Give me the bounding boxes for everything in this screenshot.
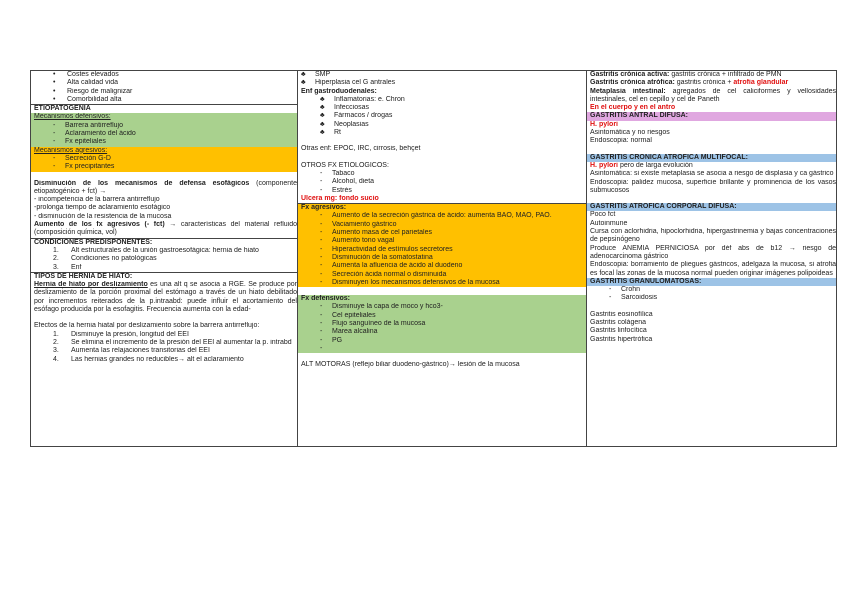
list-item: Gastritis linfocítica xyxy=(590,327,647,335)
list-item: • Alta calidad vida xyxy=(53,79,118,87)
disminucion-paragraph: Disminución de los mecanismos de defensa esofágicos (componente etiopatogénico + fct) → xyxy=(34,179,297,195)
enf-title: Enf gastroduodenales: xyxy=(301,87,377,95)
anemia-line: Produce ANEMIA PERNICIOSA por déf abs de b12 → riesgo de adenocarcinoma gástrico xyxy=(590,244,836,260)
list-item: - Cel epiteliales xyxy=(320,311,376,319)
aumento-paragraph: Aumento de los fx agresivos (- fct) → características del material refluido (composición química, vol) xyxy=(31,221,297,239)
section-heading: ETIOPATOGENIA xyxy=(34,105,91,113)
hpylori-label: H. pylori xyxy=(590,120,619,128)
ulcera-note: Úlcera mg: fondo sucio xyxy=(298,195,586,204)
arrow-right-icon: → xyxy=(169,221,177,229)
list-item: - Flujo sanguíneo de la mucosa xyxy=(320,320,426,328)
club-icon: ♣ xyxy=(301,79,306,87)
list-item: - Estrés xyxy=(320,186,352,194)
list-item: - Aumento de la secreción gástrica de ácido: aumenta BAO, MAO, PAO. xyxy=(320,212,552,220)
fx-agresivos-title: Fx agresivos: xyxy=(301,204,347,212)
list-item: ♣ Inflamatorias: e. Chron xyxy=(320,95,405,103)
arrow-right-icon: → xyxy=(448,361,456,369)
list-item: ♣ Neoplasias xyxy=(320,120,369,128)
list-item: Poco fct xyxy=(590,211,616,219)
list-item: 2. Condiciones no patológicas xyxy=(53,255,157,263)
multifocal-line: H. pylori pero de larga evolución xyxy=(590,161,693,169)
alt-motoras: ALT MOTORAS (reflejo biliar duodeno-gástrico)→ lesión de la mucosa xyxy=(301,361,520,369)
agresivos-block xyxy=(31,147,297,172)
section-heading: CONDICIONES PREDISPONENTES: xyxy=(34,238,153,246)
fx-agresivos-block xyxy=(298,204,586,287)
activa-line: Gastritis crónica activa: gastritis crónica + infiltrado de PMN xyxy=(590,71,782,78)
efectos-title: Efectos de la hernia hiatal por deslizamiento sobre la barrera antirreflujo: xyxy=(34,322,260,330)
list-item: - Fx epiteliales xyxy=(53,138,106,146)
list-item: - Secreción ácida normal o disminuida xyxy=(320,270,447,278)
club-icon: ♣ xyxy=(301,71,306,78)
list-item: • Comorbilidad alta xyxy=(31,96,297,105)
corporal-title: GASTRITIS ATRÓFICA CORPORAL DIFUSA: xyxy=(587,203,836,211)
list-item: - Aumento tono vagal xyxy=(320,237,395,245)
list-item: ♣ SMP xyxy=(301,71,331,78)
list-item: Endoscopia: palidez mucosa, superficie brillante y prominencia de los vasos submucosos xyxy=(590,178,836,194)
list-item: - Marea alcalina xyxy=(320,328,378,336)
list-item: ♣ Rt xyxy=(320,129,341,137)
club-icon: ♣ xyxy=(320,120,325,128)
fx-defensivos-block xyxy=(298,295,586,353)
granulomatosas-title: GASTRITIS GRANULOMATOSAS: xyxy=(587,278,836,286)
list-item: Cursa con aclorhidria, hipoclorhidria, hipergastrinemia y bajas concentraciones de pepsinógeno xyxy=(590,228,836,244)
list-item: - Disminuye la capa de moco y hco3- xyxy=(320,303,443,311)
list-item: Endoscopia: borramiento de pliegues gástricos, adelgaza la mucosa, si atrofia es focal las zonas de la mucosa normal pueden originar imágenes polipoideas xyxy=(590,261,836,277)
list-item: • Riesgo de malignizar xyxy=(53,87,133,95)
list-item: 1. Disminuye la presión, longitud del EEI xyxy=(53,330,189,338)
agresivos-title: Mecanismos agresivos: xyxy=(34,146,108,154)
club-icon: ♣ xyxy=(320,112,325,120)
list-item: ♣ Infecciosas xyxy=(320,104,370,112)
list-item: 2. Se elimina el incremento de la presión del EEI al aumentar la p. intrabd xyxy=(53,338,292,346)
hernia-paragraph: Hernia de hiato por deslizamiento es una alt q se asocia a RGE. Se produce por deslizamiento de la porción proximal del estómago a través de un hiato debilitado por incrementos reiterados de la p.intraabd: puede influir el acortamiento del esófago producida por la esofagitis. Frecuencia aumenta con la edad- xyxy=(34,281,297,314)
list-item: Endoscopia: normal xyxy=(590,137,652,145)
list-item: Asintomática y no riesgos xyxy=(590,129,670,137)
list-item: - incompetencia de la barrera antirreflujo xyxy=(34,196,160,204)
defensivos-block xyxy=(31,113,297,146)
list-item: - Sarcoidosis xyxy=(609,294,658,302)
list-item: Asintomática: si existe metaplasia se asocia a riesgo de displasia y ca gástrico xyxy=(590,170,834,178)
list-item: - Vaciamiento gástrico xyxy=(320,220,397,228)
list-item: Gastritis hipertrófica xyxy=(590,335,653,343)
list-item: ♣ Hiperplasia cel G antrales xyxy=(301,79,396,87)
arrow-right-icon: → xyxy=(788,244,796,252)
list-item: Gastritis colágena xyxy=(590,319,647,327)
list-item: - disminución de la resistencia de la mucosa xyxy=(34,212,172,220)
club-icon: ♣ xyxy=(320,95,325,103)
list-item: - Fx precipitantes xyxy=(53,163,115,171)
list-item: - Aclaramiento del ácido xyxy=(53,130,136,138)
list-item: - Hiperactividad de estímulos secretores xyxy=(320,245,453,253)
list-item: - Secreción G-D xyxy=(53,154,111,162)
list-item: 3. Enf xyxy=(31,264,297,273)
defensivos-title: Mecanismos defensivos: xyxy=(34,113,111,121)
list-item: - Aumento masa de cel parietales xyxy=(320,229,432,237)
otros-title: OTROS FX ETIOLÓGICOS: xyxy=(301,161,389,169)
list-item: -prolonga tiempo de aclaramiento esofágico xyxy=(34,204,171,212)
fx-defensivos-title: Fx defensivos: xyxy=(301,295,351,303)
list-item: - Crohn xyxy=(609,286,641,294)
list-item: ♣ Fármacos / drogas xyxy=(320,112,393,120)
list-item: Gastritis eosinofílica xyxy=(590,310,653,318)
list-item: - Aumenta la afluencia de ácido al duodeno xyxy=(320,262,463,270)
atrofica-line: Gastritis crónica atrófica: gastritis crónica + atrofia glandular xyxy=(590,79,789,87)
otras-enf: Otras enf: EPOC, IRC, cirrosis, behçet xyxy=(301,145,421,153)
arrow-right-icon: → xyxy=(99,187,107,195)
list-item: - Alcohol, dieta xyxy=(320,178,375,186)
list-item: - Disminución de la somatostatina xyxy=(320,253,433,261)
list-item: 3. Aumenta las relajaciones transitorias del EEI xyxy=(53,347,210,355)
list-item: • Costes elevados xyxy=(53,71,119,78)
club-icon: ♣ xyxy=(320,104,325,112)
column-2 xyxy=(298,71,587,446)
list-item: - Tabaco xyxy=(320,169,355,177)
section-heading: TIPOS DE HERNIA DE HIATO: xyxy=(34,272,133,280)
club-icon: ♣ xyxy=(320,129,325,137)
list-item: 1. Alt estructurales de la unión gastroesofágica: hernia de hiato xyxy=(53,246,259,254)
list-item: - Disminuyen los mecanismos defensivos de la mucosa xyxy=(320,278,500,286)
list-item: - xyxy=(320,344,323,352)
column-1 xyxy=(31,71,298,446)
cuerpo-antro-note: En el cuerpo y en el antro xyxy=(590,104,676,112)
document-table xyxy=(30,70,837,447)
metaplasia-line: Metaplasia intestinal: agregados de cel caliciformes y vellosidades intestinales, cel en cepillo y cel de Paneth xyxy=(590,87,836,103)
list-item: Autoinmune xyxy=(590,219,628,227)
arrow-right-icon: → xyxy=(178,355,186,363)
list-item: - Barrera antirreflujo xyxy=(53,121,123,129)
antral-title: GASTRITIS ANTRAL DIFUSA: xyxy=(587,112,836,120)
list-item: 4. Las hernias grandes no reducibles→ alt el aclaramiento xyxy=(53,355,244,363)
list-item: - PG xyxy=(320,336,343,344)
multifocal-title: GASTRITIS CRÓNICA ATRÓFICA MULTIFOCAL: xyxy=(587,154,836,162)
column-3 xyxy=(587,71,836,446)
